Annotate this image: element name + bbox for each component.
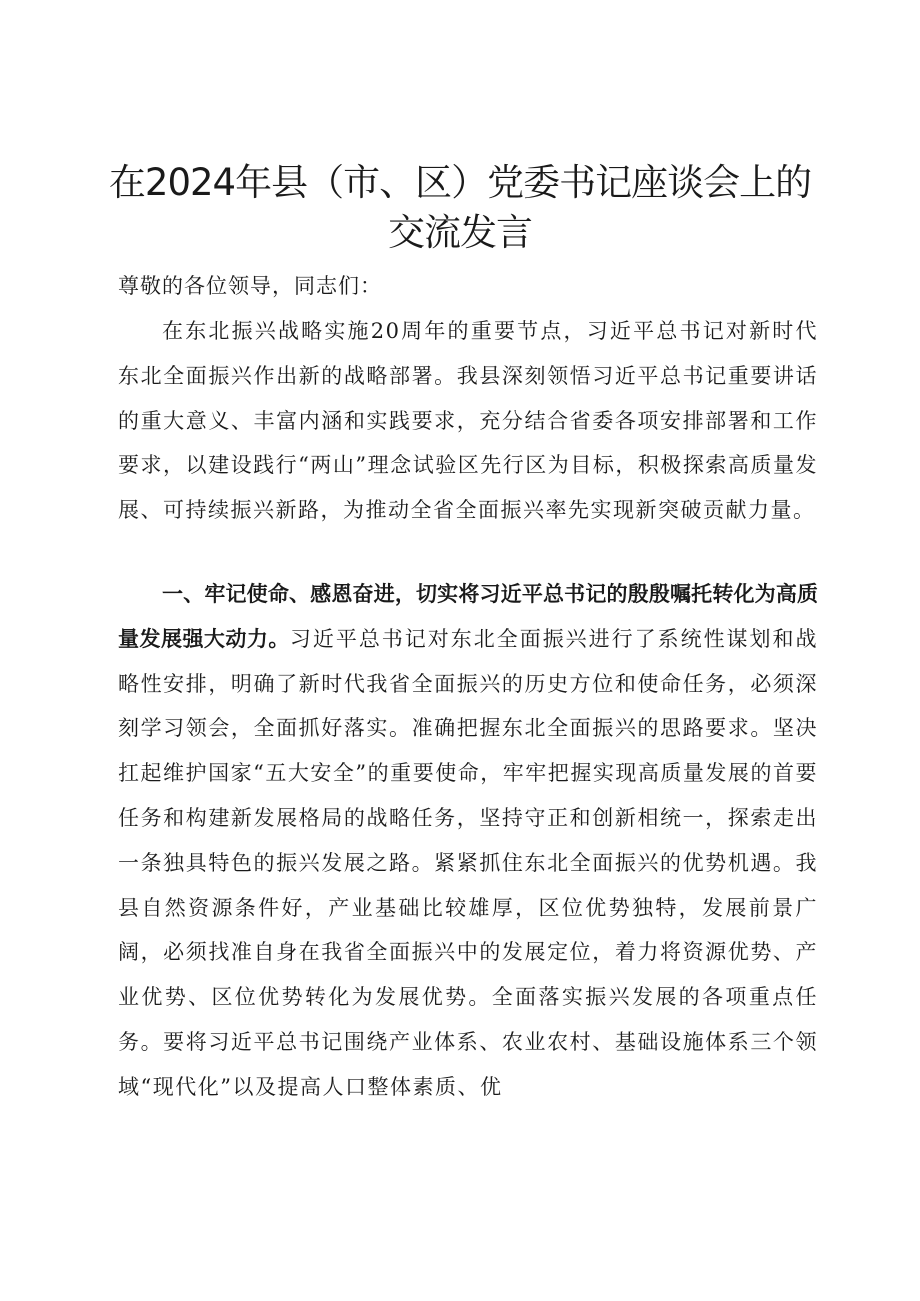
section-1-heading: 一、牢记使命、感恩奋进，切实将习近平总书记的殷殷嘱托转化为高质量发展强大动力。 [118, 582, 818, 651]
section-1-body: 习近平总书记对东北全面振兴进行了系统性谋划和战略性安排，明确了新时代我省全面振兴的历史方位和使命任务，必须深刻学习领会，全面抓好落实。准确把握东北全面振兴的思路要求。坚决扛起维护国家“五大安全”的重要使命，牢牢把握实现高质量发展的首要任务和构建新发展格局的战略任务，坚持守正和创新相统一，探索走出一条独具特色的振兴发展之路。紧紧抓住东北全面振兴的优势机遇。我县自然资源条件好，产业基础比较雄厚，区位优势独特，发展前景广阔，必须找准自身在我省全面振兴中的发展定位，着力将资源优势、产业优势、区位优势转化为发展优势。全面落实振兴发展的各项重点任务。要将习近平总书记围绕产业体系、农业农村、基础设施体系三个领域“现代化”以及提高人口整体素质、优 [118, 626, 819, 1099]
title-line-2: 交流发言 [388, 211, 532, 254]
section-1-paragraph [118, 572, 818, 1110]
intro-paragraph: 在东北振兴战略实施20周年的重要节点，习近平总书记对新时代东北全面振兴作出新的战略部署。我县深刻领悟习近平总书记重要讲话的重大意义、丰富内涵和实践要求，充分结合省委各项安排部署和工作要求，以建设践行“两山”理念试验区先行区为目标，积极探索高质量发展、可持续振兴新路，为推动全省全面振兴率先实现新突破贡献力量。 [118, 319, 818, 523]
title-line-1: 在2024年县（市、区）党委书记座谈会上的 [108, 161, 812, 204]
salutation: 尊敬的各位领导，同志们： [118, 274, 382, 298]
document-title [100, 158, 820, 258]
